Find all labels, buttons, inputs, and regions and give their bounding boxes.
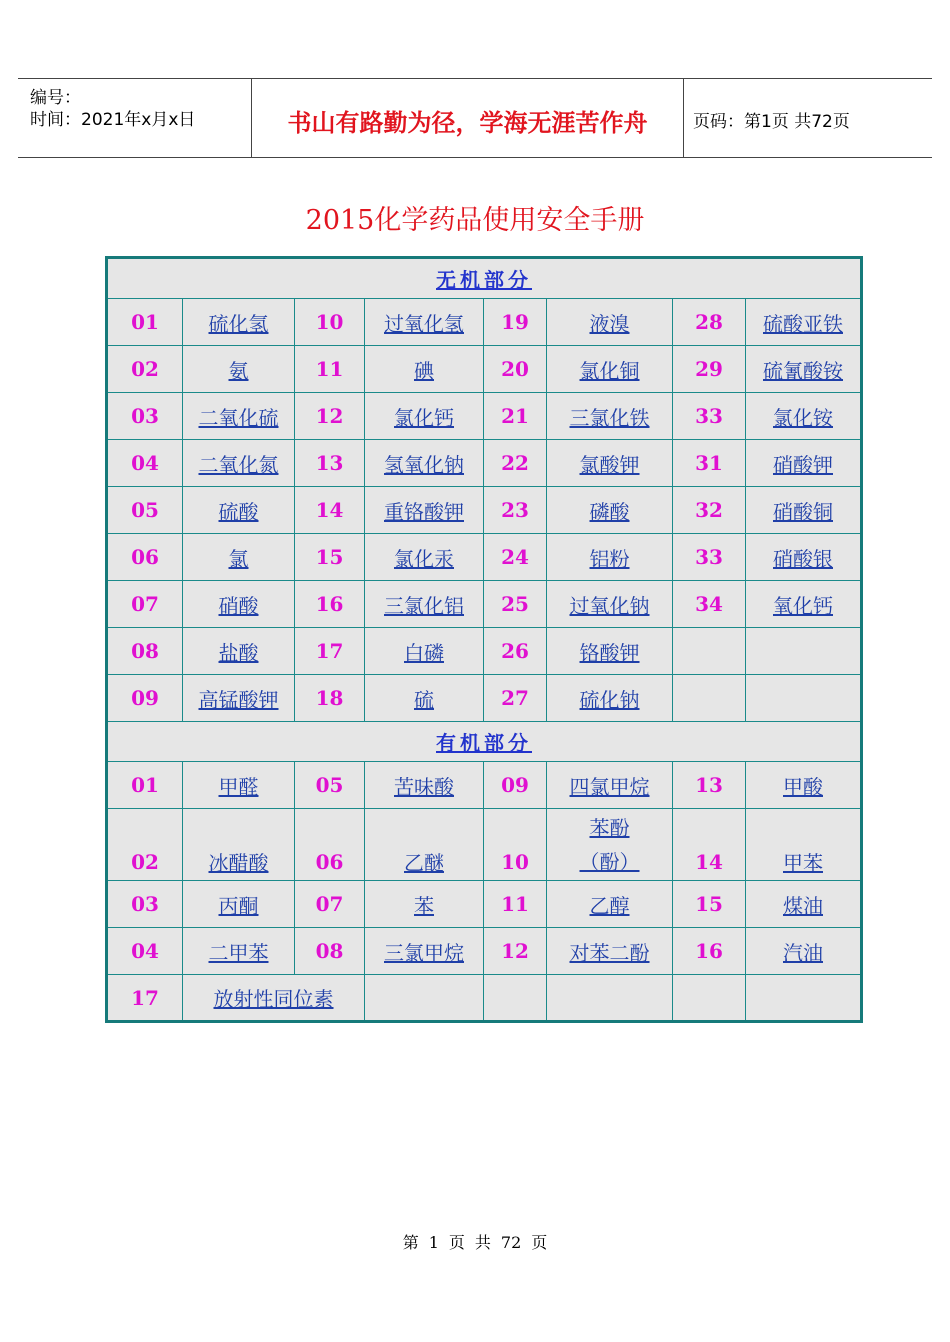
chemical-link[interactable]: 铬酸钾 <box>579 640 640 665</box>
item-cell <box>746 487 862 534</box>
item-cell <box>547 534 673 581</box>
chemical-link[interactable]: 过氧化氢 <box>384 311 464 336</box>
page-footer <box>0 1230 950 1253</box>
chemical-link[interactable]: 乙醇 <box>589 893 630 918</box>
chemical-link[interactable]: 硝酸银 <box>773 546 833 571</box>
item-number: 18 <box>295 675 365 722</box>
chemical-link[interactable]: 硫酸亚铁 <box>763 311 843 336</box>
chemical-link[interactable]: 硝酸 <box>218 593 259 618</box>
item-cell <box>183 534 295 581</box>
item-cell <box>365 881 484 928</box>
item-number: 33 <box>673 393 746 440</box>
chemical-link[interactable]: 甲醛 <box>218 774 259 799</box>
item-number: 12 <box>484 928 547 975</box>
chemical-link[interactable]: 苯 <box>414 893 434 918</box>
item-cell <box>183 928 295 975</box>
chemical-link[interactable]: 硫化氢 <box>208 311 269 336</box>
item-number: 25 <box>484 581 547 628</box>
item-cell <box>746 675 862 722</box>
item-cell <box>746 534 862 581</box>
item-cell <box>746 628 862 675</box>
chemical-link[interactable]: 三氯甲烷 <box>384 940 464 965</box>
table-row <box>107 928 862 975</box>
item-number: 17 <box>295 628 365 675</box>
item-cell <box>746 581 862 628</box>
item-number: 34 <box>673 581 746 628</box>
item-cell <box>547 881 673 928</box>
chemical-link[interactable]: 硫 <box>414 687 434 712</box>
chemical-link[interactable]: 硝酸铜 <box>773 499 833 524</box>
item-cell <box>183 487 295 534</box>
chemical-link[interactable]: 硫化钠 <box>579 687 640 712</box>
item-number: 09 <box>484 762 547 809</box>
item-number: 13 <box>673 762 746 809</box>
item-number: 14 <box>295 487 365 534</box>
item-number: 24 <box>484 534 547 581</box>
item-cell <box>183 346 295 393</box>
item-cell <box>746 881 862 928</box>
chemical-link[interactable]: 重铬酸钾 <box>384 499 464 524</box>
item-number: 15 <box>295 534 365 581</box>
section-title-text: 无机部分 <box>436 268 532 292</box>
chemical-link[interactable]: 三氯化铁 <box>569 405 650 430</box>
chemical-link[interactable]: 氯化汞 <box>394 546 454 571</box>
chemical-link[interactable]: 煤油 <box>783 893 823 918</box>
empty-cell <box>746 975 862 1022</box>
section-title <box>107 722 862 762</box>
item-cell <box>746 762 862 809</box>
footer-total-unit: 页 <box>531 1233 548 1252</box>
footer-page-label: 第 <box>402 1233 419 1252</box>
page-info: 页码：第1页 共72页 <box>693 112 850 132</box>
table-row <box>107 628 862 675</box>
item-number: 04 <box>107 928 183 975</box>
chemical-link[interactable]: 高锰酸钾 <box>198 687 279 712</box>
item-number: 02 <box>107 346 183 393</box>
chemical-link[interactable]: 乙醚 <box>404 851 444 875</box>
motto: 书山有路勤为径，学海无涯苦作舟 <box>287 108 648 137</box>
item-cell <box>547 581 673 628</box>
item-number: 07 <box>295 881 365 928</box>
chemical-link[interactable]: 汽油 <box>783 940 823 965</box>
item-cell <box>547 299 673 346</box>
item-cell <box>183 393 295 440</box>
time-label: 时间：2021年x月x日 <box>30 110 196 130</box>
item-number: 26 <box>484 628 547 675</box>
item-number: 04 <box>107 440 183 487</box>
chemical-link[interactable]: 对苯二酚 <box>569 940 650 965</box>
item-number: 16 <box>295 581 365 628</box>
chemical-link[interactable]: 氢氧化钠 <box>384 452 464 477</box>
item-cell <box>547 675 673 722</box>
item-cell <box>746 346 862 393</box>
table-row <box>107 299 862 346</box>
section-title <box>107 258 862 299</box>
item-number: 05 <box>295 762 365 809</box>
item-number: 06 <box>107 534 183 581</box>
chemical-link[interactable]: 苦味酸 <box>394 774 454 799</box>
table-row <box>107 881 862 928</box>
header-meta-cell <box>18 79 251 157</box>
chemical-link[interactable]: 盐酸 <box>218 640 259 665</box>
header-motto-cell <box>251 79 684 157</box>
item-cell <box>183 881 295 928</box>
item-cell <box>183 581 295 628</box>
table-row <box>107 675 862 722</box>
item-cell <box>746 299 862 346</box>
item-cell <box>547 346 673 393</box>
chemical-link[interactable]: 氯 <box>228 546 249 571</box>
chemical-link[interactable]: 硝酸钾 <box>773 452 833 477</box>
chemical-link[interactable]: 液溴 <box>589 311 630 336</box>
item-number: 27 <box>484 675 547 722</box>
chemical-link[interactable]: 丙酮 <box>218 893 259 918</box>
item-number: 06 <box>295 809 365 881</box>
item-cell <box>547 628 673 675</box>
footer-total-label: 共 <box>474 1233 491 1252</box>
table-row <box>107 762 862 809</box>
header-page-cell <box>683 79 932 157</box>
item-number: 31 <box>673 440 746 487</box>
item-number: 05 <box>107 487 183 534</box>
section-header-row <box>107 258 862 299</box>
item-number <box>673 628 746 675</box>
item-cell <box>183 628 295 675</box>
table-row <box>107 975 862 1022</box>
empty-cell <box>484 975 547 1022</box>
item-number: 29 <box>673 346 746 393</box>
item-number: 11 <box>295 346 365 393</box>
chemical-link[interactable]: 碘 <box>414 358 434 383</box>
item-cell <box>365 393 484 440</box>
item-number: 03 <box>107 393 183 440</box>
item-cell <box>183 299 295 346</box>
chemical-link[interactable]: 放射性同位素 <box>213 987 334 1011</box>
item-number: 33 <box>673 534 746 581</box>
chemical-link[interactable]: 氯化钙 <box>394 405 454 430</box>
item-cell <box>746 440 862 487</box>
item-number: 12 <box>295 393 365 440</box>
item-cell <box>746 393 862 440</box>
empty-cell <box>547 975 673 1022</box>
item-cell <box>547 928 673 975</box>
chemical-link[interactable]: 硫酸 <box>218 499 259 524</box>
item-number: 28 <box>673 299 746 346</box>
item-cell <box>183 809 295 881</box>
table-row <box>107 393 862 440</box>
item-cell <box>365 534 484 581</box>
item-number: 23 <box>484 487 547 534</box>
item-cell <box>365 346 484 393</box>
chemical-link[interactable]: 磷酸 <box>589 499 630 524</box>
chemical-link[interactable]: 甲苯 <box>783 851 823 875</box>
item-number: 16 <box>673 928 746 975</box>
item-number: 08 <box>107 628 183 675</box>
item-number: 15 <box>673 881 746 928</box>
chemical-link[interactable]: 过氧化钠 <box>569 593 650 618</box>
item-number <box>673 675 746 722</box>
item-cell <box>547 809 673 881</box>
serial-label: 编号： <box>30 88 81 108</box>
item-number: 20 <box>484 346 547 393</box>
item-cell <box>365 487 484 534</box>
document-header <box>18 78 932 158</box>
chemical-link[interactable]: 二氧化氮 <box>198 452 279 477</box>
chemical-link[interactable]: 甲酸 <box>783 774 823 799</box>
chemical-link[interactable]: 氧化钙 <box>773 593 833 618</box>
chemical-link[interactable]: 冰醋酸 <box>208 851 269 875</box>
item-number: 01 <box>107 299 183 346</box>
item-number: 08 <box>295 928 365 975</box>
document-title: 2015化学药品使用安全手册 <box>305 205 645 236</box>
item-cell <box>547 440 673 487</box>
empty-cell <box>673 975 746 1022</box>
footer-page-unit: 页 <box>448 1233 465 1252</box>
item-cell <box>547 487 673 534</box>
table-row <box>107 346 862 393</box>
item-cell <box>746 809 862 881</box>
chemical-link[interactable]: 白磷 <box>404 640 444 665</box>
chemical-link[interactable]: 氯酸钾 <box>579 452 640 477</box>
item-cell <box>365 762 484 809</box>
item-cell <box>365 628 484 675</box>
item-number: 03 <box>107 881 183 928</box>
chemical-link[interactable]: 二氧化硫 <box>198 405 279 430</box>
item-number: 17 <box>107 975 183 1022</box>
footer-total-number: 72 <box>500 1233 522 1252</box>
item-number: 09 <box>107 675 183 722</box>
chemical-index-table <box>105 256 863 1023</box>
table-row <box>107 809 862 881</box>
item-cell <box>183 975 365 1022</box>
item-number: 19 <box>484 299 547 346</box>
empty-cell <box>365 975 484 1022</box>
item-number: 01 <box>107 762 183 809</box>
section-title-text: 有机部分 <box>436 731 532 755</box>
chemical-link[interactable]: 苯酚 <box>589 815 630 840</box>
chemical-link[interactable]: 铝粉 <box>589 546 630 571</box>
item-cell <box>547 762 673 809</box>
item-number: 07 <box>107 581 183 628</box>
item-number: 10 <box>484 809 547 881</box>
item-cell <box>365 440 484 487</box>
chemical-link[interactable]: 氨 <box>228 358 249 383</box>
item-cell <box>365 809 484 881</box>
item-number: 14 <box>673 809 746 881</box>
item-cell <box>746 928 862 975</box>
section-header-row <box>107 722 862 762</box>
chemical-link[interactable]: 三氯化铝 <box>384 593 464 618</box>
item-cell <box>183 762 295 809</box>
chemical-link-extra[interactable]: （酚） <box>579 849 640 874</box>
table-row <box>107 440 862 487</box>
chemical-link[interactable]: 四氯甲烷 <box>569 774 650 799</box>
item-number: 22 <box>484 440 547 487</box>
chemical-link[interactable]: 氯化铜 <box>579 358 640 383</box>
item-number: 21 <box>484 393 547 440</box>
chemical-link[interactable]: 硫氰酸铵 <box>763 358 843 383</box>
table-row <box>107 534 862 581</box>
item-cell <box>183 440 295 487</box>
item-number: 32 <box>673 487 746 534</box>
item-number: 11 <box>484 881 547 928</box>
chemical-link[interactable]: 氯化铵 <box>773 405 833 430</box>
chemical-link[interactable]: 二甲苯 <box>208 940 269 965</box>
item-cell <box>365 581 484 628</box>
table-row <box>107 487 862 534</box>
item-number: 02 <box>107 809 183 881</box>
item-cell <box>547 393 673 440</box>
item-cell <box>365 299 484 346</box>
item-number: 10 <box>295 299 365 346</box>
table-row <box>107 581 862 628</box>
item-cell <box>183 675 295 722</box>
item-number: 13 <box>295 440 365 487</box>
item-cell <box>365 928 484 975</box>
footer-page-number: 1 <box>428 1233 439 1252</box>
item-cell <box>365 675 484 722</box>
